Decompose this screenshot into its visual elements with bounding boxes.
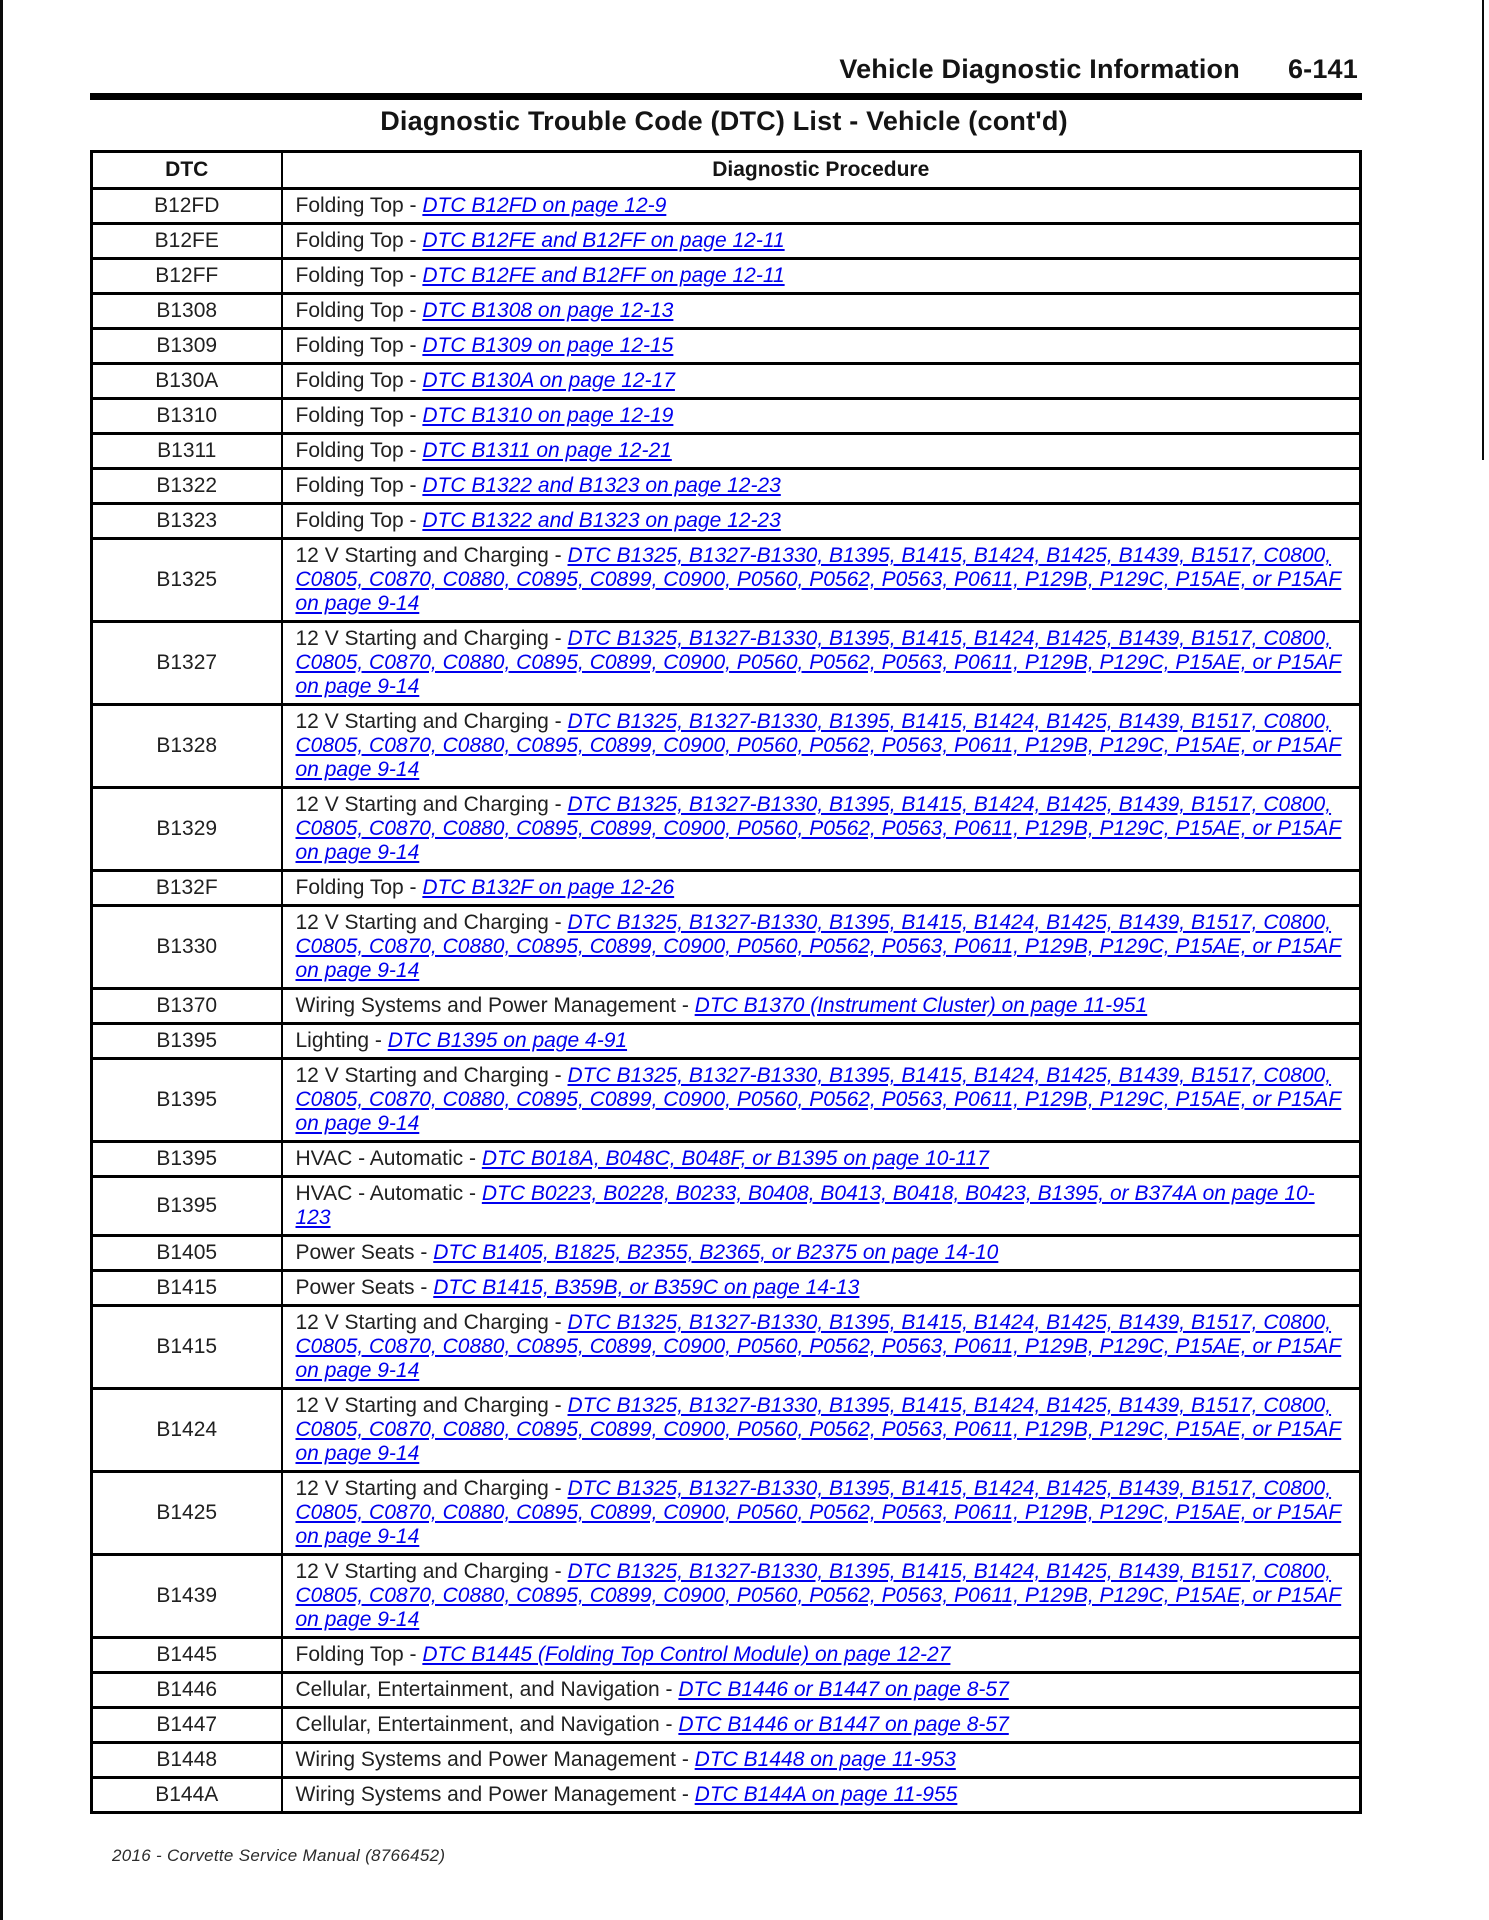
procedure-link[interactable]: DTC B12FD on page 12-9 [422, 194, 667, 217]
dtc-code-cell: B1311 [92, 434, 282, 469]
procedure-category-text: 12 V Starting and Charging - [295, 1064, 568, 1087]
table-row [92, 469, 1361, 504]
dtc-code-cell: B1309 [92, 329, 282, 364]
procedure-link[interactable]: DTC B1325, B1327-B1330, B1395, B1415, B1424, B1425, B1439, B1517, C0800, C0805, C0870, C0880, C0895, C0899, C0900, P0560, P0562, P0563, P0611, P129B, P129C, P15AE, or P15AF on page 9-14 [295, 1311, 1342, 1382]
table-row [92, 294, 1361, 329]
procedure-cell [282, 469, 1361, 504]
dtc-code-cell: B1415 [92, 1271, 282, 1306]
dtc-code-cell: B1330 [92, 906, 282, 989]
procedure-category-text: 12 V Starting and Charging - [295, 627, 568, 650]
procedure-category-text: 12 V Starting and Charging - [295, 793, 568, 816]
procedure-cell [282, 259, 1361, 294]
procedure-link[interactable]: DTC B1325, B1327-B1330, B1395, B1415, B1424, B1425, B1439, B1517, C0800, C0805, C0870, C0880, C0895, C0899, C0900, P0560, P0562, P0563, P0611, P129B, P129C, P15AE, or P15AF on page 9-14 [295, 1394, 1342, 1465]
table-row [92, 1142, 1361, 1177]
dtc-code-cell: B1323 [92, 504, 282, 539]
procedure-category-text: Folding Top - [295, 404, 423, 427]
procedure-cell [282, 189, 1361, 224]
dtc-code-cell: B132F [92, 871, 282, 906]
procedure-cell [282, 1673, 1361, 1708]
procedure-link[interactable]: DTC B1325, B1327-B1330, B1395, B1415, B1424, B1425, B1439, B1517, C0800, C0805, C0870, C0880, C0895, C0899, C0900, P0560, P0562, P0563, P0611, P129B, P129C, P15AE, or P15AF on page 9-14 [295, 793, 1342, 864]
dtc-code-cell: B1425 [92, 1472, 282, 1555]
procedure-category-text: Folding Top - [295, 876, 423, 899]
table-row [92, 189, 1361, 224]
table-row [92, 1743, 1361, 1778]
procedure-cell [282, 1177, 1361, 1236]
page-number: 6-141 [1287, 54, 1358, 84]
procedure-link[interactable]: DTC B1322 and B1323 on page 12-23 [422, 474, 781, 497]
procedure-category-text: Power Seats - [295, 1241, 434, 1264]
procedure-cell [282, 294, 1361, 329]
procedure-category-text: Cellular, Entertainment, and Navigation - [295, 1678, 679, 1701]
procedure-category-text: Folding Top - [295, 369, 423, 392]
procedure-category-text: 12 V Starting and Charging - [295, 1560, 568, 1583]
procedure-cell [282, 504, 1361, 539]
procedure-link[interactable]: DTC B1308 on page 12-13 [422, 299, 674, 322]
procedure-cell [282, 1142, 1361, 1177]
table-row [92, 906, 1361, 989]
procedure-category-text: Folding Top - [295, 264, 423, 287]
procedure-cell [282, 399, 1361, 434]
dtc-code-cell: B1370 [92, 989, 282, 1024]
dtc-table [90, 150, 1362, 1814]
table-row [92, 1389, 1361, 1472]
procedure-link[interactable]: DTC B1325, B1327-B1330, B1395, B1415, B1424, B1425, B1439, B1517, C0800, C0805, C0870, C0880, C0895, C0899, C0900, P0560, P0562, P0563, P0611, P129B, P129C, P15AE, or P15AF on page 9-14 [295, 710, 1342, 781]
procedure-category-text: Folding Top - [295, 229, 423, 252]
procedure-link[interactable]: DTC B1445 (Folding Top Control Module) on page 12-27 [422, 1643, 951, 1666]
table-row [92, 1236, 1361, 1271]
procedure-link[interactable]: DTC B144A on page 11-955 [694, 1783, 958, 1806]
dtc-code-cell: B1405 [92, 1236, 282, 1271]
page-edge-line-left [0, 0, 3, 1920]
table-row [92, 1306, 1361, 1389]
procedure-category-text: Folding Top - [295, 1643, 423, 1666]
procedure-category-text: Folding Top - [295, 194, 423, 217]
procedure-link[interactable]: DTC B1322 and B1323 on page 12-23 [422, 509, 781, 532]
table-row [92, 259, 1361, 294]
procedure-link[interactable]: DTC B1325, B1327-B1330, B1395, B1415, B1424, B1425, B1439, B1517, C0800, C0805, C0870, C0880, C0895, C0899, C0900, P0560, P0562, P0563, P0611, P129B, P129C, P15AE, or P15AF on page 9-14 [295, 544, 1342, 615]
procedure-link[interactable]: DTC B1311 on page 12-21 [422, 439, 672, 462]
table-row [92, 1024, 1361, 1059]
table-row [92, 788, 1361, 871]
procedure-category-text: Wiring Systems and Power Management - [295, 1783, 695, 1806]
dtc-code-cell: B12FF [92, 259, 282, 294]
procedure-cell [282, 1306, 1361, 1389]
procedure-link[interactable]: DTC B130A on page 12-17 [422, 369, 675, 392]
procedure-link[interactable]: DTC B12FE and B12FF on page 12-11 [422, 229, 785, 252]
procedure-cell [282, 1638, 1361, 1673]
procedure-link[interactable]: DTC B0223, B0228, B0233, B0408, B0413, B0418, B0423, B1395, or B374A on page 10-123 [295, 1182, 1315, 1229]
procedure-category-text: Power Seats - [295, 1276, 434, 1299]
table-row [92, 1555, 1361, 1638]
procedure-category-text: 12 V Starting and Charging - [295, 911, 568, 934]
procedure-cell [282, 1271, 1361, 1306]
dtc-code-cell: B1445 [92, 1638, 282, 1673]
procedure-link[interactable]: DTC B1405, B1825, B2355, B2365, or B2375 on page 14-10 [433, 1241, 999, 1264]
procedure-link[interactable]: DTC B132F on page 12-26 [422, 876, 675, 899]
procedure-category-text: Folding Top - [295, 439, 423, 462]
dtc-code-cell: B12FD [92, 189, 282, 224]
dtc-code-cell: B1395 [92, 1024, 282, 1059]
footer-text: 2016 - Corvette Service Manual (8766452) [112, 1846, 446, 1865]
procedure-cell [282, 539, 1361, 622]
procedure-cell [282, 1555, 1361, 1638]
procedure-cell [282, 434, 1361, 469]
procedure-link[interactable]: DTC B1325, B1327-B1330, B1395, B1415, B1424, B1425, B1439, B1517, C0800, C0805, C0870, C0880, C0895, C0899, C0900, P0560, P0562, P0563, P0611, P129B, P129C, P15AE, or P15AF on page 9-14 [295, 911, 1342, 982]
procedure-cell [282, 1708, 1361, 1743]
dtc-code-cell: B130A [92, 364, 282, 399]
dtc-table-body [92, 189, 1361, 1813]
table-row [92, 1673, 1361, 1708]
table-row [92, 1177, 1361, 1236]
dtc-code-cell: B1447 [92, 1708, 282, 1743]
table-row [92, 1708, 1361, 1743]
procedure-category-text: Folding Top - [295, 334, 423, 357]
procedure-cell [282, 705, 1361, 788]
procedure-link[interactable]: DTC B1325, B1327-B1330, B1395, B1415, B1424, B1425, B1439, B1517, C0800, C0805, C0870, C0880, C0895, C0899, C0900, P0560, P0562, P0563, P0611, P129B, P129C, P15AE, or P15AF on page 9-14 [295, 1560, 1342, 1631]
procedure-cell [282, 1059, 1361, 1142]
procedure-category-text: Wiring Systems and Power Management - [295, 1748, 695, 1771]
page-edge-line-right [1482, 0, 1484, 460]
procedure-cell [282, 1743, 1361, 1778]
procedure-cell [282, 989, 1361, 1024]
table-row [92, 504, 1361, 539]
dtc-code-cell: B1424 [92, 1389, 282, 1472]
procedure-link[interactable]: DTC B1446 or B1447 on page 8-57 [678, 1713, 1009, 1736]
table-row [92, 989, 1361, 1024]
dtc-code-cell: B1322 [92, 469, 282, 504]
procedure-category-text: 12 V Starting and Charging - [295, 1394, 568, 1417]
procedure-category-text: Wiring Systems and Power Management - [295, 994, 695, 1017]
page-title: Diagnostic Trouble Code (DTC) List - Vehicle (cont'd) [380, 106, 1068, 136]
procedure-link[interactable]: DTC B1446 or B1447 on page 8-57 [678, 1678, 1009, 1701]
procedure-category-text: Lighting - [295, 1029, 388, 1052]
table-row [92, 1638, 1361, 1673]
dtc-code-cell: B12FE [92, 224, 282, 259]
dtc-code-cell: B1328 [92, 705, 282, 788]
procedure-link[interactable]: DTC B1325, B1327-B1330, B1395, B1415, B1424, B1425, B1439, B1517, C0800, C0805, C0870, C0880, C0895, C0899, C0900, P0560, P0562, P0563, P0611, P129B, P129C, P15AE, or P15AF on page 9-14 [295, 627, 1342, 698]
procedure-cell [282, 788, 1361, 871]
dtc-code-cell: B1325 [92, 539, 282, 622]
procedure-category-text: 12 V Starting and Charging - [295, 1311, 568, 1334]
table-row [92, 871, 1361, 906]
dtc-code-cell: B1446 [92, 1673, 282, 1708]
procedure-cell [282, 1472, 1361, 1555]
procedure-cell [282, 871, 1361, 906]
header-rule [90, 93, 1362, 100]
procedure-cell [282, 364, 1361, 399]
table-row [92, 539, 1361, 622]
procedure-link[interactable]: DTC B1370 (Instrument Cluster) on page 11-951 [694, 994, 1148, 1017]
dtc-code-cell: B1395 [92, 1177, 282, 1236]
procedure-cell [282, 906, 1361, 989]
procedure-cell [282, 622, 1361, 705]
procedure-category-text: 12 V Starting and Charging - [295, 710, 568, 733]
table-row [92, 622, 1361, 705]
procedure-category-text: Folding Top - [295, 299, 423, 322]
running-header [90, 54, 1358, 85]
procedure-category-text: Cellular, Entertainment, and Navigation - [295, 1713, 679, 1736]
procedure-cell [282, 1389, 1361, 1472]
procedure-category-text: HVAC - Automatic - [295, 1182, 482, 1205]
table-row [92, 1059, 1361, 1142]
dtc-code-cell: B1327 [92, 622, 282, 705]
table-row [92, 399, 1361, 434]
table-row [92, 1778, 1361, 1813]
dtc-code-cell: B1415 [92, 1306, 282, 1389]
table-row [92, 1271, 1361, 1306]
table-header-row [92, 152, 1361, 189]
table-row [92, 329, 1361, 364]
procedure-link[interactable]: DTC B1325, B1327-B1330, B1395, B1415, B1424, B1425, B1439, B1517, C0800, C0805, C0870, C0880, C0895, C0899, C0900, P0560, P0562, P0563, P0611, P129B, P129C, P15AE, or P15AF on page 9-14 [295, 1064, 1342, 1135]
dtc-code-cell: B1395 [92, 1142, 282, 1177]
table-row [92, 1472, 1361, 1555]
procedure-link[interactable]: DTC B1309 on page 12-15 [422, 334, 674, 357]
procedure-link[interactable]: DTC B12FE and B12FF on page 12-11 [422, 264, 785, 287]
procedure-cell [282, 1024, 1361, 1059]
procedure-link[interactable]: DTC B1415, B359B, or B359C on page 14-13 [433, 1276, 860, 1299]
procedure-category-text: HVAC - Automatic - [295, 1147, 482, 1170]
procedure-cell [282, 329, 1361, 364]
procedure-link[interactable]: DTC B018A, B048C, B048F, or B1395 on page 10-117 [481, 1147, 989, 1170]
procedure-link[interactable]: DTC B1448 on page 11-953 [694, 1748, 956, 1771]
procedure-cell [282, 1236, 1361, 1271]
dtc-code-cell: B1395 [92, 1059, 282, 1142]
procedure-cell [282, 224, 1361, 259]
dtc-code-cell: B1439 [92, 1555, 282, 1638]
procedure-category-text: 12 V Starting and Charging - [295, 1477, 568, 1500]
procedure-category-text: Folding Top - [295, 474, 423, 497]
procedure-link[interactable]: DTC B1325, B1327-B1330, B1395, B1415, B1424, B1425, B1439, B1517, C0800, C0805, C0870, C0880, C0895, C0899, C0900, P0560, P0562, P0563, P0611, P129B, P129C, P15AE, or P15AF on page 9-14 [295, 1477, 1342, 1548]
dtc-code-cell: B1308 [92, 294, 282, 329]
dtc-code-cell: B1448 [92, 1743, 282, 1778]
table-header-procedure: Diagnostic Procedure [282, 152, 1361, 189]
dtc-code-cell: B1329 [92, 788, 282, 871]
table-header-dtc: DTC [92, 152, 282, 189]
procedure-link[interactable]: DTC B1395 on page 4-91 [387, 1029, 628, 1052]
dtc-code-cell: B144A [92, 1778, 282, 1813]
procedure-category-text: 12 V Starting and Charging - [295, 544, 568, 567]
table-row [92, 224, 1361, 259]
table-row [92, 434, 1361, 469]
procedure-cell [282, 1778, 1361, 1813]
table-row [92, 705, 1361, 788]
table-row [92, 364, 1361, 399]
procedure-category-text: Folding Top - [295, 509, 423, 532]
dtc-code-cell: B1310 [92, 399, 282, 434]
section-title: Vehicle Diagnostic Information [839, 54, 1240, 84]
procedure-link[interactable]: DTC B1310 on page 12-19 [422, 404, 674, 427]
